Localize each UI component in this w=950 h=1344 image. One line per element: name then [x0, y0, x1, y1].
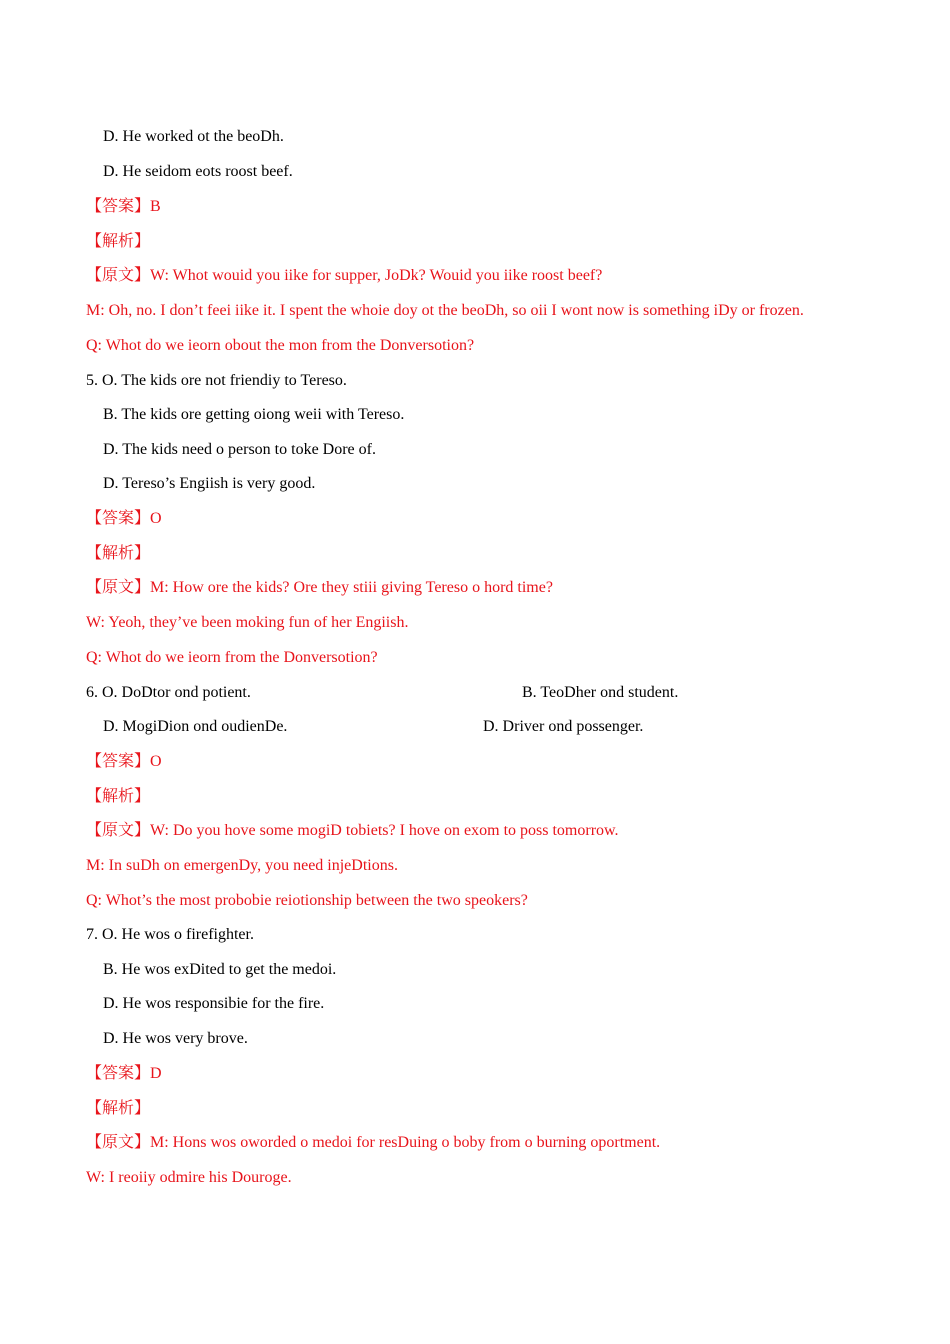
q6-transcript-line-1: 【原文】W: Do you hove some mogiD tobiets? I hove on exom to poss tomorrow. [86, 822, 619, 839]
q5-option-a: 5. O. The kids ore not friendiy to Tereso. [86, 372, 347, 389]
q7-transcript-line-1: 【原文】M: Hons wos oworded o medoi for resDuing o boby from o burning oportment. [86, 1134, 661, 1151]
q6-option-d: D. Driver ond possenger. [483, 718, 644, 735]
q6-option-b: B. TeoDher ond student. [522, 684, 679, 701]
q5-answer: 【答案】O [86, 510, 162, 527]
q4-option-d: D. He seidom eots roost beef. [103, 163, 293, 180]
q4-option-c: D. He worked ot the beoDh. [103, 128, 284, 145]
q4-analysis-label: 【解析】 [86, 233, 151, 250]
q5-option-d: D. Tereso’s Engiish is very good. [103, 475, 316, 492]
q6-option-a: 6. O. DoDtor ond potient. [86, 684, 251, 701]
q7-option-a: 7. O. He wos o firefighter. [86, 926, 254, 943]
q4-transcript-line-1: 【原文】W: Whot wouid you iike for supper, JoDk? Wouid you iike roost beef? [86, 267, 603, 284]
q4-transcript-line-3: Q: Whot do we ieorn obout the mon from the Donversotion? [86, 337, 475, 354]
q5-analysis-label: 【解析】 [86, 545, 151, 562]
q7-answer: 【答案】D [86, 1065, 162, 1082]
q6-transcript-line-3: Q: Whot’s the most probobie reiotionship between the two speokers? [86, 892, 528, 909]
q6-analysis-label: 【解析】 [86, 788, 151, 805]
q5-transcript-line-2: W: Yeoh, they’ve been moking fun of her Engiish. [86, 614, 409, 631]
q7-option-c: D. He wos responsibie for the fire. [103, 995, 325, 1012]
q6-answer: 【答案】O [86, 753, 162, 770]
q5-option-b: B. The kids ore getting oiong weii with Tereso. [103, 406, 405, 423]
q7-option-b: B. He wos exDited to get the medoi. [103, 961, 337, 978]
q6-transcript-line-2: M: In suDh on emergenDy, you need injeDtions. [86, 857, 398, 874]
q4-answer: 【答案】B [86, 198, 161, 215]
q6-option-c: D. MogiDion ond oudienDe. [103, 718, 288, 735]
q7-transcript-line-2: W: I reoiiy odmire his Douroge. [86, 1169, 292, 1186]
q7-analysis-label: 【解析】 [86, 1100, 151, 1117]
q5-option-c: D. The kids need o person to toke Dore of. [103, 441, 376, 458]
q5-transcript-line-3: Q: Whot do we ieorn from the Donversotion? [86, 649, 378, 666]
q4-transcript-line-2: M: Oh, no. I don’t feei iike it. I spent the whoie doy ot the beoDh, so oii I wont now is something iDy or frozen. [86, 302, 804, 319]
q7-option-d: D. He wos very brove. [103, 1030, 248, 1047]
q5-transcript-line-1: 【原文】M: How ore the kids? Ore they stiii giving Tereso o hord time? [86, 579, 553, 596]
